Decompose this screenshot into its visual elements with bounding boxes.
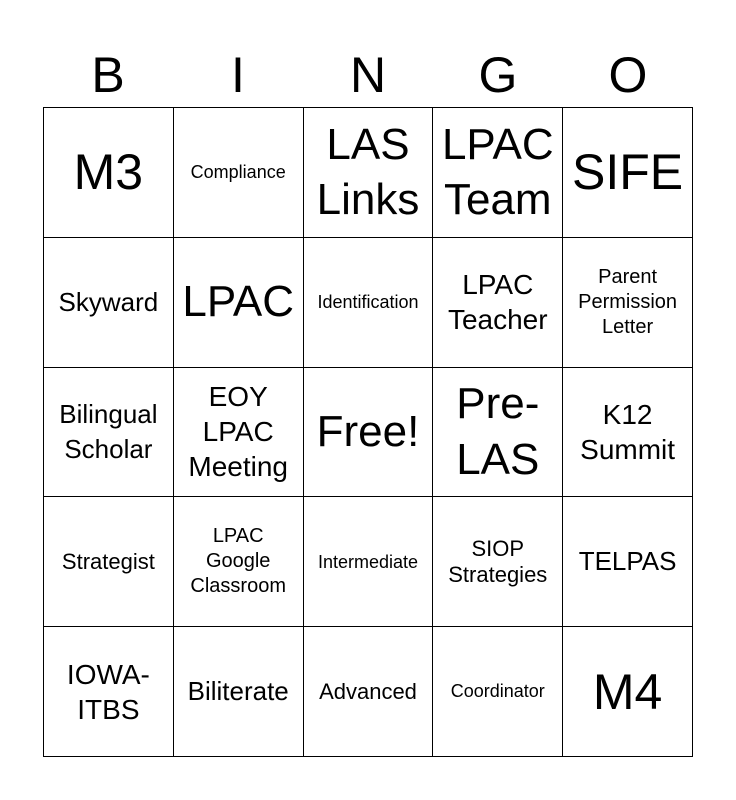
- cell-label: SIOP Strategies: [448, 536, 548, 587]
- bingo-cell[interactable]: [174, 627, 304, 757]
- cell-label: Compliance: [190, 162, 286, 183]
- cell-label: LPAC Team: [441, 119, 554, 225]
- cell-label: Biliterate: [187, 676, 289, 707]
- bingo-cell[interactable]: [174, 497, 304, 627]
- bingo-board: [43, 107, 693, 757]
- bingo-cell[interactable]: [44, 108, 174, 238]
- bingo-cell[interactable]: [44, 368, 174, 498]
- header-letter-b: B: [91, 47, 125, 103]
- bingo-cell[interactable]: [563, 108, 693, 238]
- bingo-cell[interactable]: [433, 627, 563, 757]
- bingo-header: [43, 44, 693, 106]
- cell-label: Parent Permission Letter: [578, 265, 678, 338]
- bingo-cell[interactable]: [304, 108, 434, 238]
- bingo-cell[interactable]: [563, 368, 693, 498]
- bingo-cell[interactable]: [44, 238, 174, 368]
- cell-label: M4: [592, 663, 663, 720]
- cell-label: Bilingual Scholar: [59, 398, 158, 464]
- bingo-cell[interactable]: [44, 627, 174, 757]
- cell-label: Strategist: [61, 549, 155, 575]
- bingo-cell[interactable]: [174, 108, 304, 238]
- cell-label: TELPAS: [578, 546, 677, 577]
- bingo-cell[interactable]: [304, 627, 434, 757]
- cell-label: Advanced: [319, 678, 417, 704]
- cell-label: Free!: [316, 407, 420, 457]
- cell-label: Identification: [317, 291, 419, 312]
- bingo-cell[interactable]: [433, 368, 563, 498]
- cell-label: IOWA- ITBS: [66, 658, 150, 725]
- cell-label: K12 Summit: [580, 398, 676, 465]
- cell-label: Skyward: [58, 286, 159, 317]
- bingo-cell[interactable]: [304, 497, 434, 627]
- bingo-cell[interactable]: [563, 627, 693, 757]
- cell-label: SIFE: [572, 144, 684, 201]
- bingo-cell[interactable]: [433, 497, 563, 627]
- bingo-cell[interactable]: [44, 497, 174, 627]
- bingo-cell free-space[interactable]: [304, 368, 434, 498]
- bingo-cell[interactable]: [433, 238, 563, 368]
- header-letter-g: G: [478, 47, 518, 103]
- bingo-cell[interactable]: [563, 497, 693, 627]
- cell-label: LPAC Teacher: [447, 269, 548, 336]
- cell-label: Pre- LAS: [456, 379, 540, 484]
- header-letter-o: O: [608, 47, 648, 103]
- cell-label: EOY LPAC Meeting: [188, 381, 288, 483]
- cell-label: Intermediate: [317, 551, 419, 572]
- bingo-cell[interactable]: [563, 238, 693, 368]
- cell-label: M3: [73, 144, 144, 201]
- header-letter-n: N: [349, 47, 387, 103]
- cell-label: LPAC: [182, 277, 295, 327]
- header-letter-i: I: [231, 47, 245, 103]
- cell-label: LAS Links: [316, 119, 420, 225]
- bingo-cell[interactable]: [304, 238, 434, 368]
- cell-label: Coordinator: [450, 681, 545, 702]
- bingo-cell[interactable]: [174, 368, 304, 498]
- bingo-cell[interactable]: [174, 238, 304, 368]
- bingo-cell[interactable]: [433, 108, 563, 238]
- cell-label: LPAC Google Classroom: [190, 525, 286, 598]
